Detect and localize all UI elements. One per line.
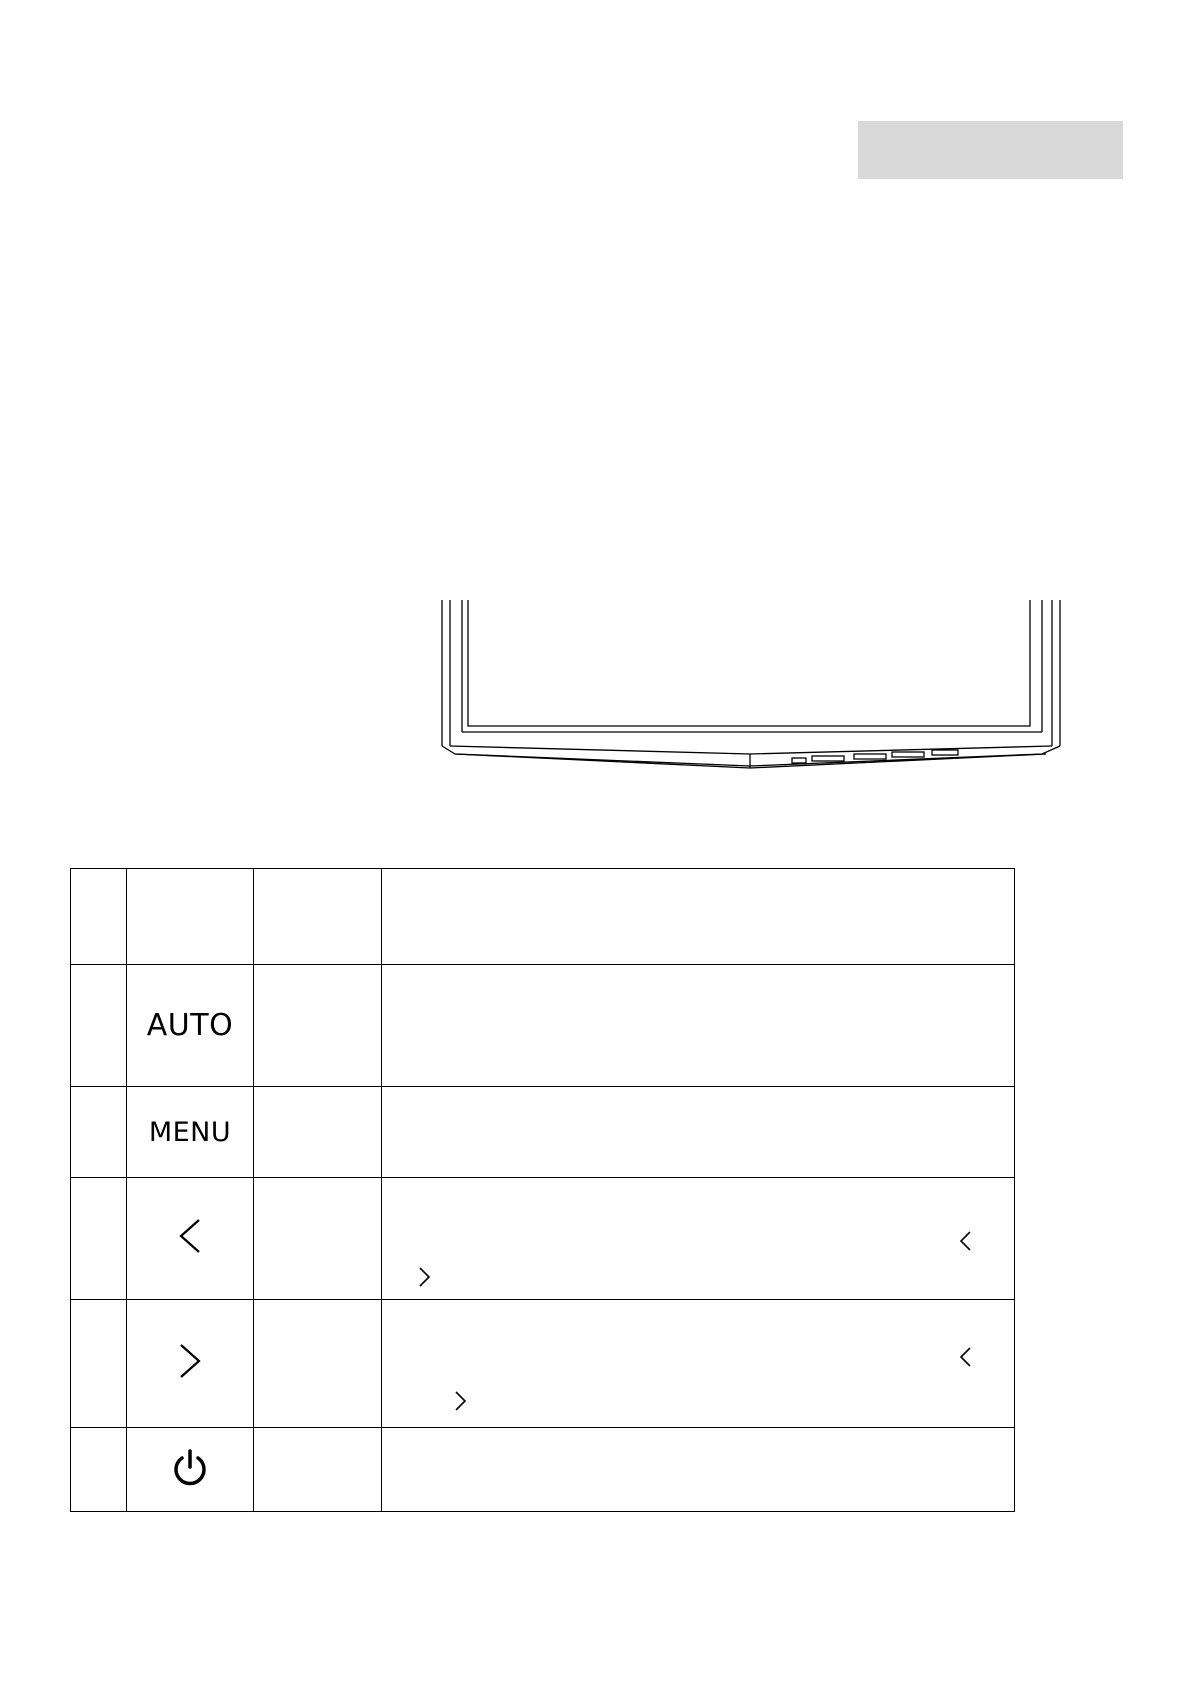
monitor-bezel-drawing (440, 600, 1062, 774)
header-num (71, 869, 127, 965)
auto-button-label: AUTO (146, 1008, 234, 1043)
power-icon (170, 1447, 210, 1487)
row-description (382, 1428, 1015, 1512)
header-name (254, 869, 382, 965)
header-icon (127, 869, 254, 965)
row-num (71, 1178, 127, 1300)
table-row (71, 1300, 1015, 1428)
chevron-left-icon (958, 1230, 972, 1252)
right-button-cell (127, 1300, 254, 1428)
row-name (254, 1087, 382, 1178)
row-num (71, 1300, 127, 1428)
chevron-right-icon (454, 1390, 468, 1412)
table-row (71, 965, 1015, 1087)
row-name (254, 1178, 382, 1300)
menu-button-label: MENU (148, 1116, 232, 1148)
row-description (382, 1178, 1015, 1300)
header-box (858, 121, 1123, 179)
row-name (254, 1428, 382, 1512)
left-button-cell (127, 1178, 254, 1300)
row-name (254, 965, 382, 1087)
row-num (71, 965, 127, 1087)
table-row (71, 1428, 1015, 1512)
row-description (382, 965, 1015, 1087)
chevron-right-icon (418, 1266, 432, 1288)
table-header-row (71, 869, 1015, 965)
chevron-left-icon (958, 1346, 972, 1368)
chevron-right-icon (177, 1343, 203, 1379)
chevron-left-icon (177, 1218, 203, 1254)
row-num (71, 1087, 127, 1178)
monitor-figure (440, 600, 1062, 774)
menu-button-cell (127, 1087, 254, 1178)
row-description (382, 1300, 1015, 1428)
auto-button-cell (127, 965, 254, 1087)
table-row (71, 1087, 1015, 1178)
row-name (254, 1300, 382, 1428)
row-description (382, 1087, 1015, 1178)
header-description (382, 869, 1015, 965)
row-num (71, 1428, 127, 1512)
table-row (71, 1178, 1015, 1300)
power-button-cell (127, 1428, 254, 1512)
control-table (70, 868, 1015, 1512)
